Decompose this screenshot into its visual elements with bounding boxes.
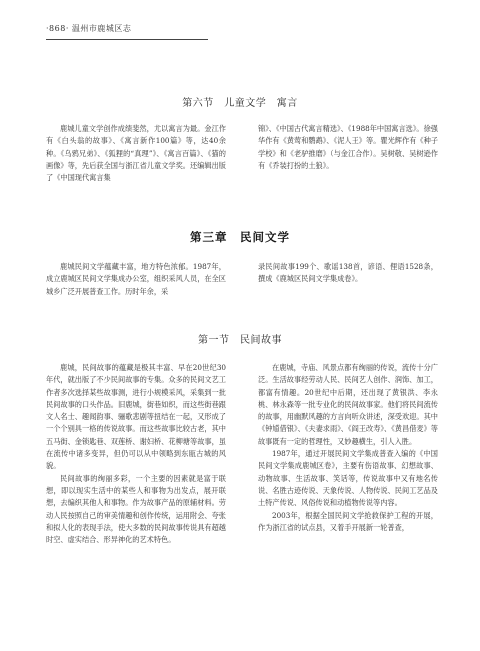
section-title-children-literature: 第六节 儿童文学 寓言 <box>182 98 298 109</box>
column-right <box>258 261 438 298</box>
section-children-literature-body <box>46 123 438 184</box>
page-header: ·868· 温州市鹿城区志 <box>46 24 132 33</box>
column-right <box>258 362 438 546</box>
column-right <box>258 123 438 184</box>
chapter-intro-body <box>46 261 438 298</box>
column-left <box>46 123 226 184</box>
header-rule <box>46 39 208 40</box>
paragraph: 鹿城民间文学蕴藏丰富，地方特色浓郁。1987年，成立鹿城区民间文学集成办公室，组织采风人员，在全区城乡广泛开展普查工作。历时年余，采 <box>46 262 226 296</box>
paragraph: 录民间故事199个、歌谣138首，谚语、俚语1528条，撰成《鹿城区民间文学集成卷》。 <box>258 262 438 284</box>
section-folk-stories-body <box>46 362 438 546</box>
section-title-folk-stories: 第一节 民间故事 <box>198 335 282 346</box>
paragraph: 鹿城，民间故事的蕴藏是极其丰富、早在20世纪30年代，就出版了不少民间故事的专集。众多的民间文艺工作者多次选择某些故事测，进行小规模采风，采集到一批民间故事的口头作品。旧鹿城，街巷如织，而这些街巷跟文人名士、趣闻韵事、骊歌悲剧等扭结在一起，又形成了一个个别具一格的传说故事。而这些故事比较古老，其中五马街、金锁匙巷、双莲桥、谢妇桥、花柳塘等故事，虽在流传中诸多变异，但仍可以从中领略到东瓯古城的风貌。 <box>46 363 226 471</box>
paragraph: 2003年，根据全国民间文学抢救保护工程的开展，作为浙江省的试点县，又着手开展新一轮普查， <box>258 510 438 532</box>
chapter-title-folk-literature: 第三章 民间文学 <box>190 230 290 244</box>
paragraph: 在鹿城，寺庙、风景点都有绚丽的传说，流传十分广泛。生活故事经劳动人民、民间艺人创作、润饰、加工，都富有情趣。20世纪中后期，还出现了黄银洪、李永桃、林永森等一批专业化的民间故事家。他们将民间流传的故事，用幽默风趣的方言向听众讲述，深受欢迎。其中《钟馗借银》、《夫妻求雨》、《阎王改寿》、《黄昌借麦》等故事既有一定的哲理性，又妙趣横生，引人入胜。 <box>258 363 438 446</box>
paragraph: 1987年，通过开展民间文学集成普查入编的《中国民间文学集成鹿城区卷》，主要有伤语故事、幻想故事、动物故事、生活故事、笑话等，传说故事中又有地名传说、名胜古迹传说、天象传说、人物传说、民间工艺品及土特产传说、风俗传说和动植物传说等内容。 <box>258 449 438 508</box>
paragraph: 锦》、《中国古代寓言精选》、《1988年中国寓言选》。徐强华作有《黄莺和鹦鹉》、《泥人王》等。瞿光辉作有《种子学校》和《老驴推磨》（与金江合作）。吴树敬、吴树逊作有《乔装打扮的土狼》。 <box>258 124 438 170</box>
paragraph: 鹿城儿童文学创作成绩斐然，尤以寓言为最。金江作有《白头翁的故事》、《寓言新作100篇》等，达40余种。《乌鸦兄弟》、《狐狸的“真理”》、《寓言百篇》、《猫的画像》等，先后获全国与浙江省儿童文学奖。还编辑出版了《中国现代寓言集 <box>46 124 226 183</box>
column-left <box>46 362 226 546</box>
column-left <box>46 261 226 298</box>
paragraph: 民间故事的绚丽多彩，一个主要的因素就是富于联想，即以现实生活中的某些人和事物为出发点，展开联想，去编织其他人和事物。作为故事产品的原辅材料。劳动人民按照自己的审美情趣和创作传统，运用附会、夸张和拟人化的表现手法，使大多数的民间故事传说具有超越时空、虚实结合、形异神化的艺术特色。 <box>46 473 226 545</box>
